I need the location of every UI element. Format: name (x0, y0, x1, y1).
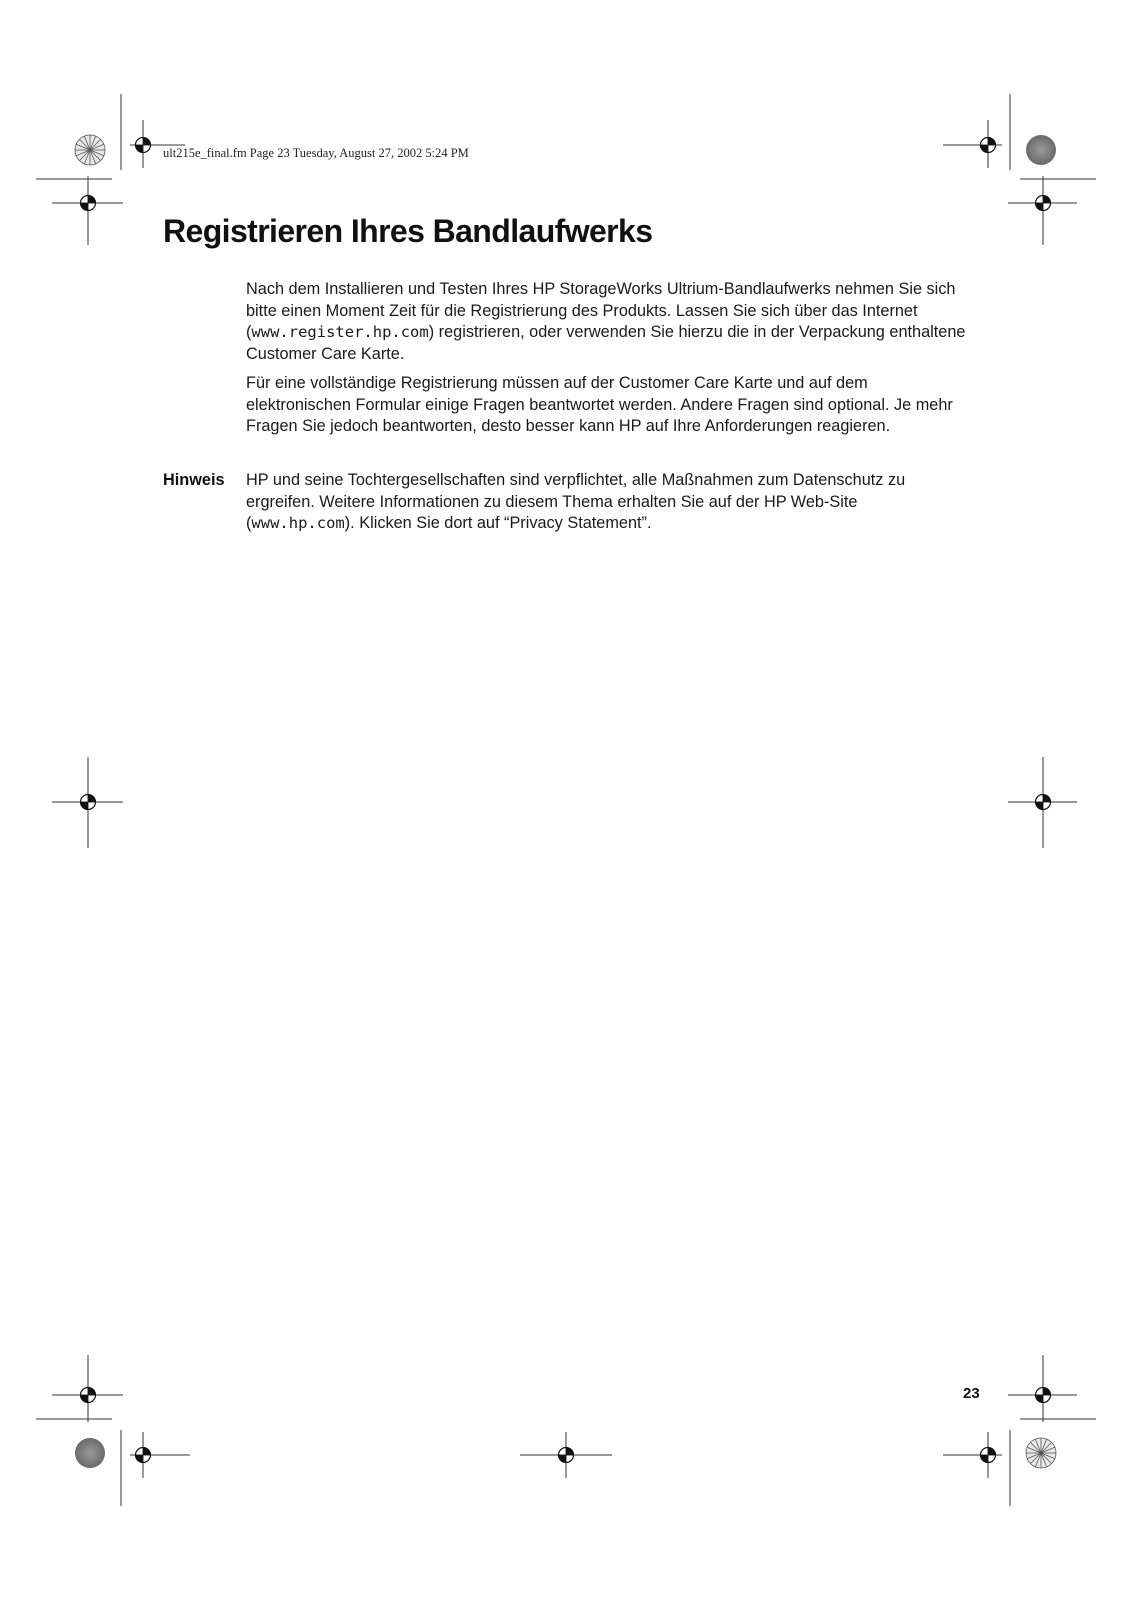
paragraph-registration-text: Nach dem Installieren und Testen Ihres HP StorageWorks Ultrium-Bandlaufwerks nehmen Sie sich bitte einen Moment Zeit für die Registrierung des Produkts. Lassen Sie sich über das Internet ( (246, 280, 956, 341)
note-text-end: ). Klicken Sie dort auf “Privacy Statement”. (344, 514, 652, 532)
page-title: Registrieren Ihres Bandlaufwerks (163, 213, 653, 249)
note-text-start: HP und seine Tochtergesellschaften sind verpflichtet, alle Maßnahmen zum Datenschutz zu ergreifen. Weitere Informationen zu diesem Thema erhalten Sie auf der HP Web-Site ( (246, 471, 906, 532)
page-number: 23 (963, 1385, 980, 1402)
note-label: Hinweis (163, 471, 225, 489)
paragraph-questions: Für eine vollständige Registrierung müssen auf der Customer Care Karte und auf dem elektronischen Formular einige Fragen beantwortet werden. Andere Fragen sind optional. Je mehr Fragen Sie jedoch beantworten, desto besser kann HP auf Ihre Anforderungen reagieren. (246, 374, 953, 435)
register-url-link[interactable]: www.register.hp.com (251, 323, 429, 341)
note-text (246, 470, 966, 535)
file-slug: ult215e_final.fm Page 23 Tuesday, August 27, 2002 5:24 PM (163, 146, 469, 160)
paragraph-registration (246, 279, 966, 365)
paragraph-registration-text-end: ) registrieren, oder verwenden Sie hierzu die in der Verpackung enthaltene Customer Care Karte. (246, 323, 966, 363)
body-text (246, 279, 966, 446)
hp-url-link[interactable]: www.hp.com (251, 514, 345, 532)
